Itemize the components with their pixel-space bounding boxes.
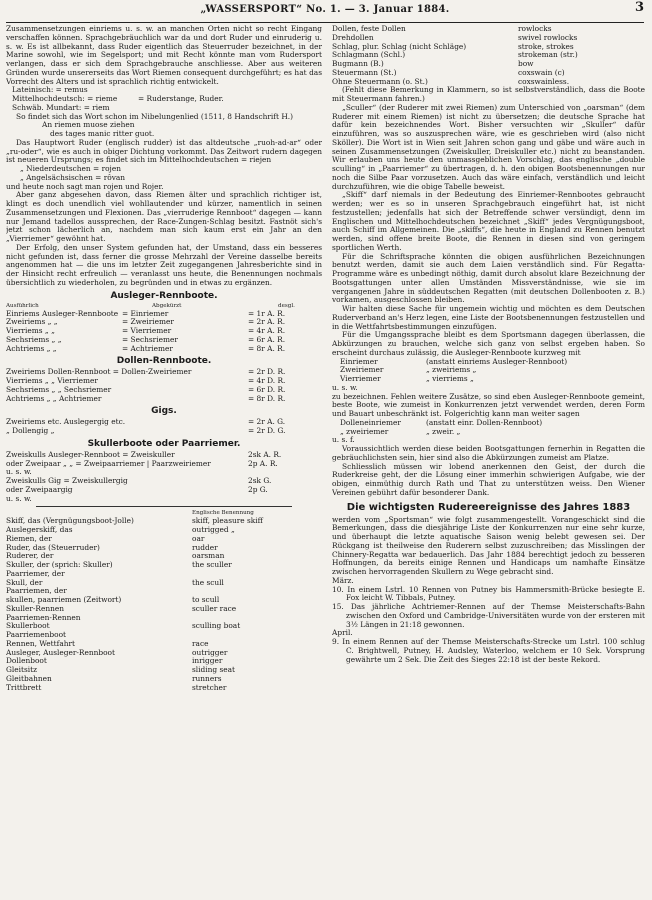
quote-line: des tages manic ritter guot. bbox=[50, 129, 155, 138]
running-title: „WASSERSPORT“ No. 1. — 3. Januar 1884. bbox=[200, 4, 450, 15]
term-german: Schlagmann (Schl.) bbox=[332, 50, 406, 60]
term-german: Auslegerskiff, das bbox=[6, 525, 73, 534]
table-row bbox=[6, 684, 322, 693]
term-german: Ruder, das (Steuerruder) bbox=[6, 542, 100, 552]
section-heading-ausleger: Ausleger-Rennboote. bbox=[110, 290, 218, 301]
term-english: sculling boat bbox=[192, 621, 241, 631]
list-item bbox=[340, 358, 645, 367]
table-row bbox=[6, 495, 322, 504]
etymology-row: „ Angelsächsischen = rôvan bbox=[20, 172, 126, 182]
paragraph: werden vom „Sportsman“ wie folgt zusammengestellt. Vorangeschickt sind die Bemerkungen, dass die diesjährige Liste der Konkurrenzen nur eine sehr kurze, und überhaupt die letzte aquatische Saison wenig belebt gewesen sei. Der Rückgang ist theilweise den Ruderern selbst zuzuschreiben; das Misslingen der Chinnery-Regatta war bedauerlich. Das Jahr 1884 berechtigt jedoch zu besseren Hoffnungen, da bereits einige Rennen und Handicaps um namhafte Einsätze zwischen hervorragenden Skullern zu Wege gebracht sind. bbox=[332, 514, 645, 576]
abbr-explanation: „ vierriems „ bbox=[426, 374, 474, 383]
col-header: Abgekürzt bbox=[152, 302, 182, 309]
paragraph: Voraussichtlich werden diese beiden Bootsgattungen fernerhin in Regatten die gebräuchlichsten sein, hier sind also die Abkürzungen zumeist am Platze. bbox=[332, 444, 645, 462]
term-german: Skuller-Rennen bbox=[6, 603, 65, 613]
cell-full: Zweiskulls Ausleger-Rennboot = Zweiskuller bbox=[6, 449, 175, 459]
event-entry: 15. Das jährliche Achtriemer-Rennen auf der Themse Meisterschafts-Bahn zwischen den Oxford und Cambridge-Universitäten wurde von der ersteren mit 3½ Längen in 21:18 gewonnen. bbox=[332, 602, 645, 629]
term-german: Paarriemer, der bbox=[6, 568, 65, 578]
term-english: sliding seat bbox=[192, 665, 235, 674]
term-english: stretcher bbox=[192, 682, 227, 692]
etymology-latin: Lateinisch: = remus bbox=[12, 85, 88, 95]
terms-table bbox=[6, 517, 322, 692]
cell-full: Achtriems „ „ Achtriemer bbox=[6, 393, 102, 403]
col-header: desgl. bbox=[278, 302, 295, 309]
term-english: to scull bbox=[192, 595, 220, 604]
cell-full: Einriems Ausleger-Rennboote bbox=[6, 308, 119, 318]
term-english: the scull bbox=[192, 577, 224, 587]
abbr-explanation: (anstatt einriems Ausleger-Rennboot) bbox=[426, 356, 568, 366]
paragraph: So findet sich das Wort schon im Nibelungenlied (1511, 8 Handschrift H.) bbox=[16, 111, 293, 121]
term-english: oarsman bbox=[192, 551, 225, 561]
etymology-meaning: = Ruderstange, Ruder. bbox=[138, 94, 224, 103]
table-row bbox=[6, 657, 322, 666]
term-english: outrigger bbox=[192, 647, 228, 657]
term-german: Paarriemen-Rennen bbox=[6, 612, 81, 622]
term-german: Skiff, das (Vergnügungsboot-Jolle) bbox=[6, 516, 134, 526]
term-german: Paarriemen, der bbox=[6, 586, 67, 596]
cell-full: Zweiskulls Gig = Zweiskullergig bbox=[6, 476, 128, 485]
cell-short: = Vierriemer bbox=[122, 326, 172, 335]
etymology-mhd: Mittelhochdeutsch: = rieme bbox=[12, 94, 118, 103]
skuller-table bbox=[6, 451, 322, 504]
paragraph: (Fehlt diese Bemerkung in Klammern, so ist selbstverständlich, dass die Boote mit Steuermann fahren.) bbox=[332, 85, 645, 103]
cell-short: = Zweiriemer bbox=[122, 317, 174, 327]
term-german: Schlag, plur. Schlag (nicht Schläge) bbox=[332, 41, 467, 51]
term-german: Rennen, Wettfahrt bbox=[6, 638, 76, 648]
event-entry: 9. In einem Rennen auf der Themse Meisterschafts-Strecke um Lstrl. 100 schlug C. Brightwell, Putney, H. Audsley, Waterloo, welchem er 10 Sek. Vorsprung gewährte um 2 Sek. Die Zeit des Sieges 22:18 ist der beste Rekord. bbox=[332, 637, 645, 664]
term-english: rudder bbox=[192, 542, 218, 552]
paragraph: Zusammensetzungen einriems u. s. w. an manchen Orten nicht so recht Eingang verschaffen können. Sprachgebräuchlich war da und dort Ruder und einruderig u. s. w. Es ist allbekannt, dass Ruder eigentlich das Steuerruder bezeichnet, in der Marine sowohl, wie im Segelsport; und mit Recht könnte man vom Rudersport verlangen, dass er sich dem Sprachgebrauche anschliesse. Aber aus weiteren Gründen wurde unsererseits das Wort Riemen consequent durchgeführt; es hat das Vorrecht des Alters und ist sprachlich richtig entwickelt. bbox=[6, 25, 322, 86]
table-row bbox=[6, 486, 322, 495]
cell-full: Achtriems „ „ bbox=[6, 343, 57, 353]
divider bbox=[36, 506, 292, 507]
table-row bbox=[6, 526, 322, 535]
abbreviation-list bbox=[332, 358, 645, 384]
cell-short: = Achtriemer bbox=[122, 343, 173, 353]
term-german: Skull, der bbox=[6, 577, 43, 587]
term-german: Steuermann (St.) bbox=[332, 67, 397, 77]
paragraph: Wir halten diese Sache für ungemein wichtig und möchten es dem Deutschen Ruderverband an's Herz legen, eine Liste der Bootsbenennungen festzustellen und in die Wettfahrtsbestimmungen einzufügen. bbox=[332, 304, 645, 331]
term-english: runners bbox=[192, 673, 222, 683]
cell-abbr: = 8r D. R. bbox=[248, 393, 286, 403]
list-item bbox=[340, 375, 645, 384]
header-rule bbox=[6, 22, 644, 23]
paragraph: Das Hauptwort Ruder (englisch rudder) ist das altdeutsche „ruoh-ad-ar“ oder „ru-oder“, wie es auch in obiger Dichtung vorkommt. Das Zeitwort rudern dagegen ist neueren Ursprungs; es findet sich im Mittelhochdeutschen = riejen bbox=[6, 137, 322, 165]
paragraph: Aber ganz abgesehen davon, dass Riemen älter und sprachlich richtiger ist, klingt es doch unendlich viel wohllautender und kürzer, namentlich in seinen Zusammensetzungen und Flexionen. Das „vierruderige Rennboot“ dagegen — kann nur Jemand tadellos aussprechen, der Race-Zungen-Schlag besitzt. Fastnöt sich's jetzt schon lächerlich an, nachdem man sich kaum erst ein Jahr an den „Vierriemer“ gewöhnt hat. bbox=[6, 190, 322, 243]
gigs-table bbox=[6, 418, 322, 436]
cell-abbr: = 1r A. R. bbox=[248, 308, 286, 318]
section-heading-dollen: Dollen-Rennboote. bbox=[116, 356, 212, 367]
month-heading: März. bbox=[332, 575, 354, 585]
term-english: outrigged „ bbox=[192, 525, 235, 534]
etymology-swabian: Schwäb. Mundart: = riem bbox=[12, 102, 110, 112]
cell-abbr: = 4r A. R. bbox=[248, 326, 286, 335]
abbr-term: Dolleneinriemer bbox=[340, 417, 401, 427]
term-english: stroke, strokes bbox=[518, 41, 574, 51]
col-header: Ausführlich bbox=[6, 302, 39, 309]
paragraph: zu bezeichnen. Fehlen weitere Zusätze, so sind eben Ausleger-Rennboote gemeint, beste Boote, wie zumeist in Konkurrenzen jetzt verwendet werden, deren Form und Bauart unbeschränkt ist. Folgerichtig kann man weiter sagen bbox=[332, 391, 645, 418]
cell-short: = Einriemer bbox=[122, 308, 169, 318]
cell-full: Zweiriems etc. Auslegergig etc. bbox=[6, 417, 126, 427]
term-german: Ohne Steuermann (o. St.) bbox=[332, 76, 428, 86]
paragraph: „Sculler“ (der Ruderer mit zwei Riemen) zum Unterschied von „oarsman“ (dem Ruderer mit einem Riemen) ist nicht zu übersetzen; die deutsche Sprache hat dafür kein bezeichnendes Wort. Bisher versuchten wir „Skuller“ dafür einzuführen, was so auszusprechen wäre, wie es geschrieben wird (also nicht Sköller). Die Wort ist in Wien seit Jahren schon gang und gäbe und wäre auch in seinen Zusammensetzungen (Zweiskuller, Dreiskuller etc.) nicht zu beanstanden. Wir erlauben uns heute den unmassgeblichen Vorschlag, das englische „double sculling“ in „Paarriemer“ zu übertragen, d. h. den obigen Bootsbenennungen nur noch die Silbe Paar vorzusetzen. Auch das wäre einfach, verständlich und leicht durchzuführen, wie die obige Tabelle beweist. bbox=[332, 102, 645, 191]
usw: u. s. w. bbox=[332, 382, 358, 392]
abbr-explanation: (anstatt einr. Dollen-Rennboot) bbox=[426, 417, 543, 427]
cell-full: Zweiriems Dollen-Rennboot = Dollen-Zweiriemer bbox=[6, 367, 192, 377]
section-heading-events: Die wichtigsten Rudereereignisse des Jahres 1883 bbox=[346, 501, 631, 513]
cell-full: „ Dollengig „ bbox=[6, 426, 55, 435]
cell-abbr: = 2r D. G. bbox=[248, 426, 286, 435]
cell-abbr: 2p G. bbox=[248, 484, 268, 494]
left-column bbox=[6, 25, 322, 692]
term-german: Trittbrett bbox=[6, 682, 42, 692]
table-row bbox=[6, 345, 322, 354]
dollen-table bbox=[6, 368, 322, 403]
term-german: Dollenboot bbox=[6, 656, 47, 666]
table-row bbox=[6, 675, 322, 684]
abbr-explanation: „ zweiriems „ bbox=[426, 365, 477, 375]
term-german: Gleitbahnen bbox=[6, 673, 52, 683]
table-row bbox=[6, 544, 322, 553]
page-number: 3 bbox=[634, 0, 644, 15]
etymology-row: „ Niederdeutschen = rojen bbox=[20, 164, 121, 173]
term-english: oar bbox=[192, 533, 205, 543]
term-german: Bugmann (B.) bbox=[332, 59, 384, 68]
abbr-term: Vierriemer bbox=[340, 374, 381, 383]
month-heading: April. bbox=[332, 628, 353, 638]
cell-full: oder Zweipaar „ „ = Zweipaarriemer | Paarzweiriemer bbox=[6, 458, 211, 468]
terms-table bbox=[332, 25, 645, 86]
cell-short: = Sechsriemer bbox=[122, 334, 178, 344]
cell-full: Zweiriems „ „ bbox=[6, 317, 58, 327]
term-german: Ruderer, der bbox=[6, 551, 54, 561]
cell-full: Vierriems „ „ bbox=[6, 326, 55, 335]
cell-full: oder Zweipaargig bbox=[6, 484, 73, 494]
table-row bbox=[6, 427, 322, 436]
cell-full: Sechsriems „ „ Sechsriemer bbox=[6, 384, 112, 394]
term-german: Drehdollen bbox=[332, 32, 374, 42]
cell-abbr bbox=[248, 495, 322, 504]
cell-abbr: = 6r A. R. bbox=[248, 334, 286, 344]
cell-abbr: = 8r A. R. bbox=[248, 343, 286, 353]
term-german: Riemen, der bbox=[6, 533, 52, 543]
term-german: Gleitsitz bbox=[6, 665, 37, 674]
table-row bbox=[6, 460, 322, 469]
paragraph: Schliesslich müssen wir lobend anerkennen den Geist, der durch die Ruderkreise geht, der die Lösung einer immerhin schwierigen Aufgabe, wie der obigen, einmüthig durch Rath und That zu unterstützen weiss. Den Wiener Vereinen gebührt dafür besonderer Dank. bbox=[332, 461, 645, 497]
cell-abbr: = 4r D. R. bbox=[248, 376, 286, 385]
term-english: coxswainless. bbox=[518, 76, 570, 86]
term-english: inrigger bbox=[192, 656, 223, 666]
cell-abbr: = 6r D. R. bbox=[248, 384, 286, 394]
term-german: skullen, paarriemen (Zeitwort) bbox=[6, 595, 122, 604]
term-english: rowlocks bbox=[518, 25, 552, 33]
cell-full: Vierriems „ „ Vierriemer bbox=[6, 376, 98, 385]
event-entry: 10. In einem Lstrl. 10 Rennen von Putney bis Hammersmith-Brücke besiegte E. Fox leicht W. Tibbals, Putney. bbox=[332, 584, 645, 603]
term-german: Paarriemenboot bbox=[6, 630, 66, 639]
cell-full: u. s. w. bbox=[6, 467, 32, 477]
term-english: sculler race bbox=[192, 603, 237, 613]
cell-abbr: 2sk A. R. bbox=[248, 449, 282, 459]
section-heading-gigs: Gigs. bbox=[151, 406, 177, 417]
term-german: Skullerboot bbox=[6, 621, 50, 631]
table-row bbox=[6, 666, 322, 675]
abbr-explanation: „ zweir. „ bbox=[426, 426, 461, 436]
table-row bbox=[6, 570, 322, 579]
usf: u. s. f. bbox=[332, 435, 355, 445]
right-column bbox=[332, 25, 645, 664]
paragraph: und heute noch sagt man rojen und Rojer. bbox=[6, 181, 164, 191]
paragraph: „Skiff“ darf niemals in der Bedeutung des Einriemer-Rennbootes gebraucht werden; wer es so in unseren Sprachgebrauch eingeführt hat, ist nicht festzustellen; jedenfalls hat sich der Betreffende schwer versündigt, denn im Englischen und Mittelhochdeutschen bezeichnet „Skiff“ jedes Vergnügungsboot, auch Schiff im Allgemeinen. Die „skiffs“, die heute in England zu Rennen benutzt werden, sind offene breite Boote, die Rennen in diesen sind von geringem sportlichen Werth. bbox=[332, 190, 645, 252]
table-row bbox=[6, 395, 322, 404]
abbr-term: „ zweiriemer bbox=[340, 426, 389, 436]
term-english: the sculler bbox=[192, 560, 232, 569]
term-english: swivel rowlocks bbox=[518, 32, 578, 42]
table-row bbox=[6, 649, 322, 658]
paragraph: Für die Schriftsprache könnten die obigen ausführlichen Bezeichnungen benutzt werden, damit sie auch dem Laien verständlich sind. Für Regatta-Programme wäre es unbedingt nöthig, damit durch absolut klare Bezeichnung der Bootsgattungen unter allen Umständen Missverständnisse, wie sie im vergangenen Jahre in süddeutschen Regatten (mit deutschen Dollenbooten z. B.) vorkamen, ausgeschlossen bleiben. bbox=[332, 251, 645, 305]
paragraph: Der Erfolg, den unser System gefunden hat, der Umstand, dass ein besseres nicht gefunden ist, dass ferner die grosse Mehrzahl der Vereine dasselbe bereits angenommen hat — die uns im letzter Zeit zugegangenen Jahresberichte sind in der Hinsicht recht erfreulich — veranlasst uns heute, die Benennungen nochmals übersichtlich zu wiederholen, zu begründen und in etwas zu ergänzen. bbox=[6, 242, 322, 287]
col-header: Englische Benennung bbox=[192, 510, 254, 517]
cell-abbr: = 2r A. G. bbox=[248, 417, 286, 427]
cell-full: u. s. w. bbox=[6, 493, 32, 503]
cell-abbr: = 2r A. R. bbox=[248, 317, 286, 327]
term-english: coxswain (c) bbox=[518, 67, 565, 77]
list-item bbox=[340, 366, 645, 375]
term-german: Ausleger, Ausleger-Rennboot bbox=[6, 647, 115, 657]
term-english: strokeman (str.) bbox=[518, 50, 578, 60]
section-heading-skuller: Skullerboote oder Paarriemer. bbox=[87, 438, 241, 449]
term-english: bow bbox=[518, 59, 534, 68]
table-row bbox=[6, 614, 322, 623]
abbr-term: Einriemer bbox=[340, 356, 378, 366]
term-english: skiff, pleasure skiff bbox=[192, 516, 263, 526]
quote-line: An riemen muose ziehen bbox=[42, 120, 135, 130]
page-header bbox=[6, 0, 644, 20]
table-row bbox=[332, 25, 645, 34]
abbreviation-list bbox=[332, 419, 645, 437]
abbr-term: Zweiriemer bbox=[340, 365, 384, 375]
term-english: race bbox=[192, 638, 209, 648]
term-german: Dollen, feste Dollen bbox=[332, 25, 406, 33]
ausleger-table bbox=[6, 310, 322, 354]
cell-abbr: 2sk G. bbox=[248, 476, 272, 485]
cell-abbr: 2p A. R. bbox=[248, 458, 278, 468]
list-item bbox=[340, 428, 645, 437]
paragraph: Für die Umgangssprache bleibt es dem Sportsmann dagegen überlassen, die Abkürzungen zu brauchen, welche sich ganz von selbst ergeben haben. So erscheint durchaus zulässig, die Ausleger-Rennboote kurzweg mit bbox=[332, 330, 645, 357]
cell-full: Sechsriems „ „ bbox=[6, 334, 62, 344]
term-german: Skuller, der (sprich: Skuller) bbox=[6, 560, 113, 569]
cell-abbr: = 2r D. R. bbox=[248, 367, 286, 377]
